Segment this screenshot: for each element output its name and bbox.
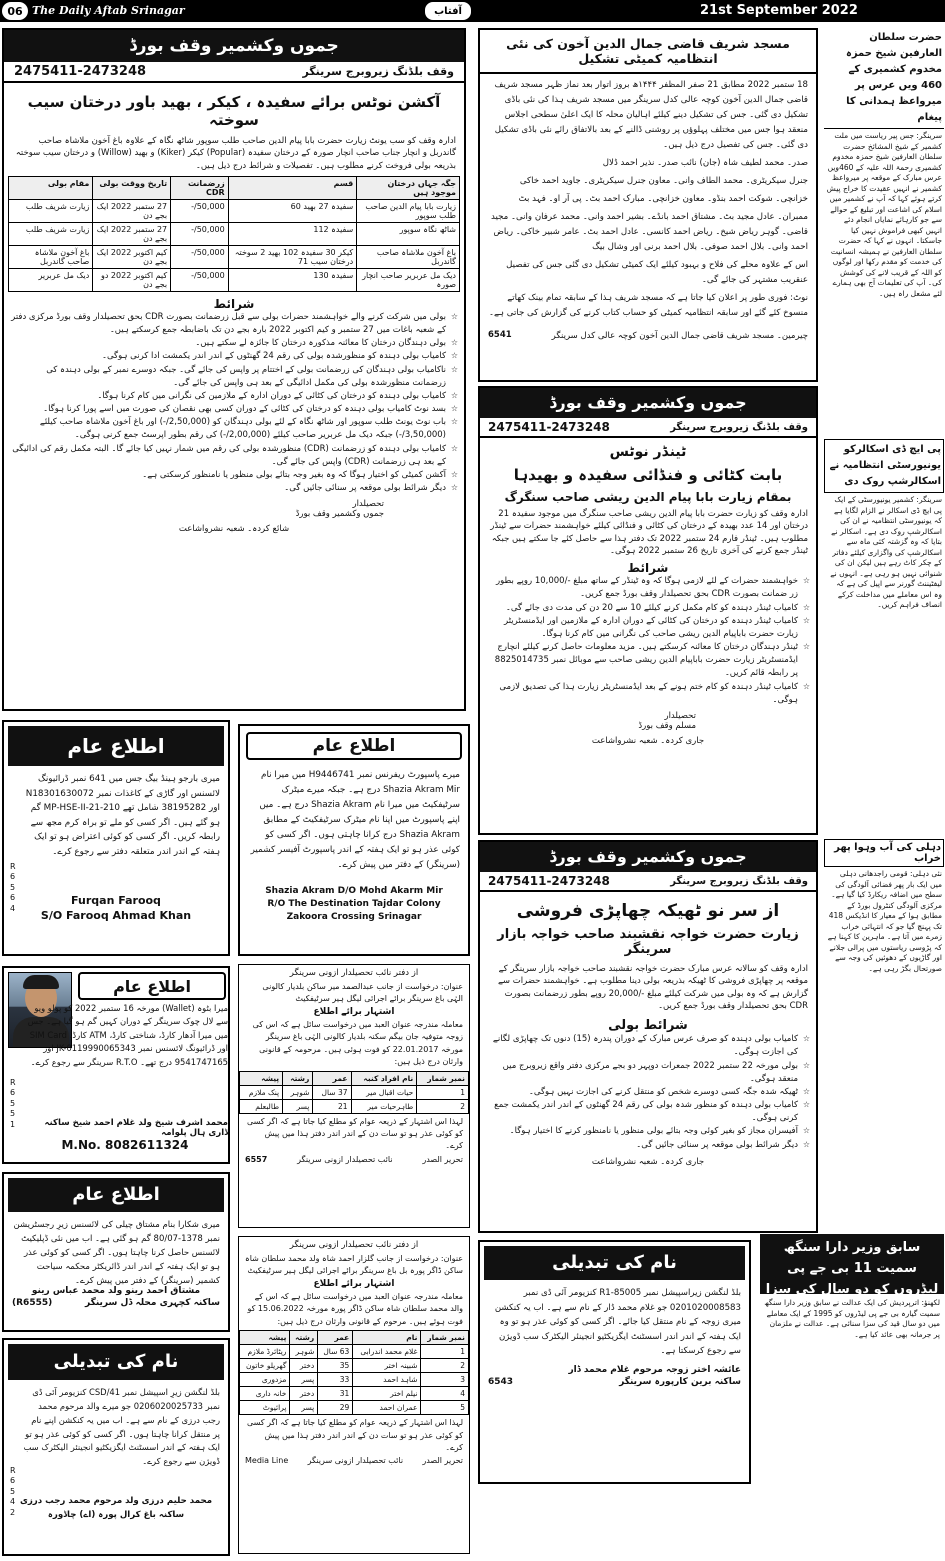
tehsil1-table-cell: پنک ملازم <box>240 1085 283 1099</box>
tehsil1-table-cell: طاہرحیات میر <box>351 1099 417 1113</box>
ad4-body: میری شکارا بنام مشتاق چیلی کی لائسنس زیرِ رجسٹریشن نمبر 1378-80/07 گم ہو گئی ہے۔ اب میں نئی ڈپلیکیٹ لائسنس حاصل کرنا چاہتا ہوں۔ اگر کسی کو کوئی عذر ہو تو ایک ہفتہ کے اندر اندر ڈائریکٹر محکمہ سیاحت کشمیر (سرینگر) کے دفتر میں پیش کرے۔ <box>13 1220 220 1286</box>
auction-table-cell: 27 ستمبر 2022 ایک بجے دن <box>93 222 171 245</box>
ad4-title: اطلاع عام <box>8 1178 224 1212</box>
tehsil2-table-row <box>240 1373 469 1387</box>
tehsil1-sign-role: نائب تحصیلدار ازونی سرینگر <box>297 1154 393 1164</box>
auction-condition-item: ☆ کامیاب بولی دہندہ کو درختان کی کٹائی کے دوران ادارہ کے ملازمین کی نگرانی میں کام کرنا ہوگا۔ <box>10 390 458 403</box>
tehsil2-table-cell: 5 <box>421 1401 469 1415</box>
auction-table-cell: 27 ستمبر 2022 ایک بجے دن <box>93 199 171 222</box>
tehsil1-footer: لہذا اس اشتہار کے ذریعہ عوام کو مطلع کیا جاتا ہے کہ اگر کسی کو کوئی عذر ہو تو سات دن کے اندر اندر دفتر ہذا میں پیش کرے۔ <box>246 1116 463 1151</box>
tehsil1-table-cell: شوہر <box>283 1085 313 1099</box>
chhapri-conditions-list <box>480 1033 816 1152</box>
auction-condition-item: ☆ بسد نوٹ کامیاب بولی دہندہ کو درختان کی کٹائی کے دوران کسی بھی نقصان کی صورت میں اسے پورا کرنا ہوگا۔ <box>10 403 458 416</box>
ad2-sign-2: R/O The Destination Tajdar Colony <box>267 899 441 909</box>
public-notice-shikara <box>2 1172 230 1332</box>
ad2-body: میرے پاسپورٹ ریفرنس نمبر H9446741 میں میرا نام Shazia Akram Mir درج ہے۔ جبکہ میرے میٹرک سرٹیفکیٹ میں میرا نام Shazia Akram درج ہے۔ میں اپنے پاسپورٹ میں اپنا نام میٹرک سرٹیفکیٹ کے مطابق Shazia Akram درج کرانا چاہتی ہوں۔ اگر کسی کو کوئی عذر ہو تو ایک ہفتہ کے اندر پاسپورٹ آفیسر کشمیر (سرینگر) کے دفتر میں پیش کرے۔ <box>250 770 460 870</box>
tender-notice <box>478 386 818 835</box>
chhapri-title: از سر نو ٹھیکہ چھاپڑی فروشی <box>516 901 780 921</box>
tehsil1-body: معاملہ مندرجہ عنوان العبد میں درخواست سائل ہے کہ اس کی زوجہ متوفیہ جان بیگم سکنہ بلدیار کالونی الہٰی باغ سرینگر مورخہ 22.01.2017 کو فوت ہوئی ہیں۔ مرحومہ کے قانونی وارثان درج ذیل ہیں: <box>252 1020 463 1067</box>
auction-condition-item: ☆ بولی میں شرکت کرنے والے خواہشمند حضرات بولی سے قبل زرضمانت بصورت CDR بحق تحصیلدار وقف بورڈ مرکزی دفتر کے شعبہ باغات میں 27 ستمبر و کیم اکتوبر 2022 بارہ بجے دن تک باضابطہ جمع کرسکتے ہیں۔ <box>10 311 458 337</box>
tehsil2-table-cell: دختر <box>290 1359 318 1373</box>
tender-condition-item: ☆ کامیاب ٹینڈر دہندہ کو درختان کی کٹائی کے دوران ادارہ کے ملازمین اور ایڈمنسٹریٹر زیارت حضرت باباپیام الدین ریشی صاحب کی نگرانی میں کام کرنا ہوگا۔ <box>486 615 810 641</box>
tender-conditions-list <box>480 575 816 707</box>
auction-table-header-cell: قسم <box>228 176 357 199</box>
masjid-paragraph: خزانچی۔ شوکت احمد بنڈو۔ معاون خزانچی۔ مبارک احمد بٹ۔ پی آر او۔ فہد بٹ <box>518 194 808 205</box>
auction-table-header-cell: جگہ جہاں درختان موجود ہیں <box>357 176 460 199</box>
tehsil1-table-header-cell: عمر <box>313 1071 351 1085</box>
masjid-notice <box>478 28 818 382</box>
tender-label: ٹینڈر نوٹس <box>609 444 687 460</box>
tehsil2-table-row <box>240 1359 469 1373</box>
auction-issued-by: شائع کردہ۔ شعبہ نشرواشاعت <box>178 524 290 535</box>
code-letter: 6 <box>10 1476 16 1486</box>
ad1-body: میری بارجو ہینڈ بیگ جس میں 641 نمبر ڈرائیونگ لائسنس اور گاڑی کے کاغذات نمبر N18301630072 اور 38195282 شامل تھے MP-HSE-II-21-210 گم ہو گئے ہیں۔ اگر کسی کو ملے تو براہ کرم مجھ سے رابطہ کریں۔ اگر کسی کو کوئی اعتراض ہو تو ایک ہفتہ کے اندر اندر متعلقہ دفتر سے رجوع کرے۔ <box>25 774 220 857</box>
tehsil2-notice-label: اشتہار برائے اطلاع <box>313 1279 395 1289</box>
chhapri-condition-item: ☆ کامیاب بولی دہندہ کو صرف عرس مبارک کے دوران پندرہ (15) دنوں تک چھاپڑی لگانے کی اجازت ہوگی۔ <box>486 1033 810 1059</box>
chhapri-phones: 2475411-2473248 <box>488 874 610 888</box>
tehsil2-table-cell: 4 <box>421 1387 469 1401</box>
ad4-code: (R6555) <box>12 1298 53 1308</box>
chhapri-address: وقف بلڈنگ زیروبرج سرینگر <box>670 875 808 887</box>
tender-sign-role: تحصیلدار <box>664 710 696 721</box>
tehsil1-table-header-cell: نمبر شمار <box>417 1071 469 1085</box>
auction-table-cell: 50,000/- <box>171 268 229 291</box>
tehsil2-table-cell: 63 سال <box>318 1345 353 1359</box>
masjid-paragraph: نوٹ: فوری طور پر اعلان کیا جاتا ہے کہ مسجد شریف ہذا کے سابقہ تمام بینک کھاتے منسوخ کئے گئے اور سابقہ انتظامیہ کمیٹی کو حساب کتاب کرنے کی گزارش کی جاتی ہے۔ <box>488 293 808 319</box>
tehsil2-table-cell: 31 <box>318 1387 353 1401</box>
auction-table-row <box>9 245 460 268</box>
chhapri-conditions-title: شرائط بولی <box>608 1018 688 1034</box>
tender-conditions-title: شرائط <box>627 561 669 576</box>
ad2-sign-1: Shazia Akram D/O Mohd Akarm Mir <box>265 886 443 896</box>
tender-condition-item: ☆ خواہشمند حضرات کے لئے لازمی ہوگا کہ وہ ٹینڈر کے ساتھ مبلغ -/10,000 روپے بطور زر ضمانت بصورت CDR بحق تحصیلدار وقف بورڈ جمع کریں۔ <box>486 575 810 601</box>
tehsil2-table-header-cell: پیشہ <box>240 1331 290 1345</box>
sidebar-story-1: سرینگر: جس پیر ریاست میں ملت کشمیر کے شیخ المشائخ حضرت سلطان العارفین شیخ حمزہ مخدوم کشمیری رحمۃ اللہ علیہ کے 460ویں عرس مبارک کے موقعہ پر میرواعظ کشمیر نے انہیں عقیدت کا خراج پیش کرتے ہوئے کہا کہ آپ نے کشمیر میں اسلام کی اشاعت اور تبلیغ کے حوالے سے جو کارہائے نمایاں انجام دئے انہیں کبھی فراموش نہیں کیا جاسکتا۔ انہوں نے کہا کہ حضرت سلطان العارفین نے ہمیشہ انسانیت کی خدمت کو مقدم رکھا اور لوگوں کو اللہ کے قریب لانے کی کوشش کی۔ آپ کی تعلیمات آج بھی ہمارے لئے مشعل راہ ہیں۔ <box>826 131 942 298</box>
code-letter: 6 <box>10 1088 16 1098</box>
tehsil2-header: از دفتر نائب تحصیلدار ازونی سرینگر <box>289 1240 419 1250</box>
code-letter: 5 <box>10 1109 16 1119</box>
public-notice-furqan <box>2 720 230 956</box>
tehsil2-table-cell: گھریلو خاتون <box>240 1359 290 1373</box>
ad3-title: اطلاع عام <box>78 972 226 1000</box>
code-letter: R <box>10 862 16 871</box>
chhapri-condition-item: ☆ آفیسران مجاز کو بغیر کوئی وجہ بتائے بولی منظور یا نامنظور کرنے کا اختیار ہوگا۔ <box>486 1125 810 1138</box>
tehsil2-table-cell: شبینہ اختر <box>353 1359 421 1373</box>
auction-condition-item: ☆ دیگر شرائط بولی موقعہ پر سنائی جائیں گی۔ <box>10 482 458 495</box>
masjid-paragraph: صدر۔ محمد لطیف شاہ (جان) نائب صدر۔ نذیر احمد ڈلال <box>602 158 808 169</box>
tehsil-notice-2 <box>238 1236 470 1554</box>
tehsil2-table-row <box>240 1387 469 1401</box>
auction-condition-item: ☆ ناکامیاب بولی دہندگان کی زرضمانت بولی کے اختتام پر واپس کی جائے گی۔ جبکہ دوسرے نمبر کے بولی دہندہ کی زرضمانت منظورشدہ بولی کی مکمل ادائیگی کے بعد ہی واپس کی جائے گی۔ <box>10 364 458 390</box>
auction-table <box>8 176 460 292</box>
tehsil1-subject: عنوان: درخواست از جانب عبدالصمد میر ساکن بلدیار کالونی الہٰی باغ سرینگر برائے اجرائی لیگل ہیر سرٹیفکیٹ <box>262 982 463 1003</box>
auction-table-row <box>9 199 460 222</box>
name-change-notice-right <box>478 1240 751 1484</box>
tender-condition-item: ☆ کامیاب ٹینڈر دہندہ کو کام ختم ہونے کے بعد ایڈمنسٹریٹر زیارت ہذا کی تصدیق لازمی ہوگی۔ <box>486 681 810 707</box>
auction-table-cell: دیک مل عربریر <box>9 268 93 291</box>
auction-table-cell: سفیدہ 130 <box>228 268 357 291</box>
sidebar-story-4: لکھنؤ: اترپردیش کی ایک عدالت نے سابق وزیر دارا سنگھ سمیت گیارہ بی جے پی لیڈروں کو 1995 کے ایک معاملے میں دو سال قید کی سزا سنائی ہے۔ عدالت نے ملزمان پر جرمانہ بھی عائد کیا ہے۔ <box>764 1298 940 1339</box>
tehsil1-code: 6557 <box>245 1154 268 1164</box>
masthead-logo: آفتاب <box>425 2 471 20</box>
tehsil2-table-cell: غلام محمد اندرابی <box>353 1345 421 1359</box>
tender-intro: ادارہ وقف کو زیارت حضرت بابا پیام الدین ریشی صاحب سنگرگ میں موجود سفیدہ 21 درختان اور 14 عدد بھیدہ کے درختان کی کٹائی و فنڈائی کیلئے خواہشمند حضرات سے ٹینڈر مطلوب ہیں۔ ٹینڈر فارم 24 ستمبر 2022 تک دفتر ہذا سے حاصل کئے جا سکتے ہیں جبکہ ٹینڈر جمع کرنے کی آخری تاریخ 26 ستمبر 2022 ہوگی۔ <box>490 509 808 556</box>
tehsil1-table-row <box>240 1085 469 1099</box>
tehsil2-media: Media Line <box>245 1456 289 1466</box>
code-letter: 5 <box>10 882 16 892</box>
ad5-address: ساکنہ باغ کرال پورہ (اے) چاڈورہ <box>47 1510 185 1520</box>
tehsil2-table-cell: 33 <box>318 1373 353 1387</box>
auction-notice <box>2 28 466 711</box>
tehsil1-table-header-cell: رشتہ <box>283 1071 313 1085</box>
code-letter: 1 <box>10 1119 16 1129</box>
tehsil1-table-cell: 2 <box>417 1099 469 1113</box>
tehsil2-table-cell: 2 <box>421 1359 469 1373</box>
tehsil1-table-cell: حیات اقبال میر <box>351 1085 417 1099</box>
tehsil2-table-cell: نیلم اختر <box>353 1387 421 1401</box>
ad4-address: ساکنہ کچہری محلہ ڈل سرینگر <box>85 1298 220 1308</box>
code-letter: R <box>10 1078 16 1087</box>
chhapri-org-title: جموں وکشمیر وقف بورڈ <box>480 842 816 872</box>
ad5-title: نام کی تبدیلی <box>8 1344 224 1380</box>
code-letter: 2 <box>10 1507 16 1517</box>
name-change-right-code: 6543 <box>488 1377 514 1388</box>
auction-table-cell: زیارت شریف طلب <box>9 199 93 222</box>
code-letter: 4 <box>10 903 16 913</box>
masjid-title: مسجد شریف قاضی جمال الدین آخون کی نئی انتظامیہ کمیٹی تشکیل <box>480 30 816 74</box>
auction-sign-role: تحصیلدار <box>352 499 384 510</box>
tender-org-title: جموں وکشمیر وقف بورڈ <box>480 388 816 418</box>
auction-condition-item: ☆ بولی دہندگان درختان کا معائنہ مذکورہ درختان کا جائزہ لے سکتے ہیں۔ <box>10 337 458 350</box>
auction-table-header-cell: زرضمانت CDR <box>171 176 229 199</box>
sidebar-story-3: نئی دہلی: قومی راجدھانی دہلی میں ایک بار پھر فضائی آلودگی کی سطح میں اضافہ ریکارڈ کیا گیا ہے۔ مرکزی آلودگی کنٹرول بورڈ کے مطابق ہوا کے معیار کا انڈیکس 418 تک پہنچ گیا جو کہ انتہائی خراب زمرے میں آتا ہے۔ ماہرین کا کہنا ہے کہ پڑوسی ریاستوں میں پرالی جلانے اور گاڑیوں کے دھوئیں کی وجہ سے صورتحال بگڑ رہی ہے۔ <box>827 869 942 973</box>
auction-table-cell: 50,000/- <box>171 222 229 245</box>
tehsil2-footer: لہذا اس اشتہار کے ذریعہ عوام کو مطلع کیا جاتا ہے کہ اگر کسی کو کوئی عذر ہو تو سات دن کے اندر اندر دفتر ہذا میں پیش کرے۔ <box>246 1418 463 1452</box>
tehsil2-table-cell: شاہد احمد <box>353 1373 421 1387</box>
auction-table-cell: سفیدہ 112 <box>228 222 357 245</box>
chhapri-condition-item: ☆ کامیاب بولی دہندہ کو منظور شدہ بولی کی رقم 24 گھنٹوں کے اندر اندر یکمشت جمع کرنی ہوگی۔ <box>486 1099 810 1125</box>
auction-phones: 2475411-2473248 <box>14 64 147 79</box>
auction-intro: ادارہ وقف کو سب یونٹ زیارت حضرت بابا پیام الدین صاحب طلب سوپور شاٹھ نگاہ کے علاوہ باغ آخون ملاشاہ صاحب گاندربل و انچار جناب صاحب انچار صورہ کے درختان سفیدہ (Popular) کیکر (Kiker) و بھید (Willow) و درختان سیب سوختہ بذریعہ بولی فروخت کرنے مطلوب ہیں۔ تفصیلات و شرائط درج ذیل ہیں۔ <box>15 136 456 171</box>
tehsil2-heirs-table <box>239 1330 469 1415</box>
auction-table-row <box>9 268 460 291</box>
ad2-sign-3: Zakoora Crossing Srinagar <box>286 912 422 922</box>
tender-condition-item: ☆ ٹینڈر دہندگان درختان کا معائنہ کرسکتے ہیں۔ مزید معلومات حاصل کرنے کیلئے انچارج ایڈمنسٹریٹر زیارت حضرت باباپیام الدین ریشی صاحب سے موبائل نمبر 8825014735 پر رابطہ قائم کریں۔ <box>486 641 810 681</box>
tehsil1-table-cell: پسر <box>283 1099 313 1113</box>
code-letter: 6 <box>10 893 16 903</box>
auction-table-cell: دیک مل عربریر صاحب انچار صورہ <box>357 268 460 291</box>
sidebar-headline-2: پی ایچ ڈی اسکالرکو یونیورسٹی انتظامیہ نے اسکالرشپ روک دی <box>824 439 944 493</box>
tender-place: بمقام زیارت بابا پیام الدین ریشی صاحب سنگرگ <box>504 490 792 504</box>
tehsil-notice-1 <box>238 964 470 1228</box>
chhapri-intro: ادارہ وقف کو سالانہ عرس مبارک حضرت خواجہ نقشبند صاحب خواجہ بازار سرینگر کے موقعہ پر چھاپڑی فروشی کا ٹھیکہ بذریعہ بولی دینا مطلوب ہے۔ خواہشمند حضرات سے گزارش ہے کہ وہ بولی میں شرکت کیلئے مبلغ -/20,000 روپے بطور زرضمانت بصورت CDR بحق تحصیلدار وقف بورڈ جمع کریں۔ <box>497 964 808 1011</box>
ad5-body: بلڈ لنگشن زیرِ اسپیشل نمبر CSD/41 کنزیومر آئی ڈی نمبر 0206020025733 جو میرے والد مرحوم محمد رجب درزی کے نام سے ہے۔ اب میں یہ کنکشن اپنے نام پر منتقل کرانا چاہتا ہوں۔ اگر کسی کو کوئی عذر ہو تو ایک ہفتہ کے اندر اسسٹنٹ ایگزیکٹیو انجینئر الیکٹرک سب ڈویژن سے رجوع کرے۔ <box>23 1387 220 1467</box>
tehsil1-header: از دفتر نائب تحصیلدار ازونی سرینگر <box>289 968 419 978</box>
tehsil2-table-cell: شوہر <box>290 1345 318 1359</box>
auction-table-cell: شاٹھ نگاہ سوپور <box>357 222 460 245</box>
masjid-code: 6541 <box>488 330 512 341</box>
masjid-chairman: چیرمین۔ مسجد شریف قاضی جمال الدین آخون کوچہ عالی کدل سرینگر <box>551 331 808 342</box>
auction-table-cell: باغ آخون ملاشاہ صاحب گاندربل <box>9 245 93 268</box>
tender-phones: 2475411-2473248 <box>488 420 610 434</box>
auction-condition-item: ☆ آکشن کمیٹی کو اختیار ہوگا کہ وہ بغیر وجہ بتائے بولی منظور یا نامنظور کرسکتی ہے۔ <box>10 469 458 482</box>
name-change-right-address: ساکنہ برین کارپورہ سرینگر <box>619 1377 741 1388</box>
tehsil1-sign: تحریر الصدر <box>422 1154 463 1164</box>
masjid-paragraph: ممبران۔ عادل مجید بٹ۔ مشتاق احمد بانڈے۔ بشیر احمد وانی۔ محمد عرفان وانی۔ مجید قاضی۔ گوہر ریاض شیخ۔ ریاض احمد کانسی۔ عادل احمد بٹ۔ عامر شبیر خاکی۔ ریاض احمد وانی۔ بلال احمد صوفی۔ بلال احمد برنی اور وشال بیگ <box>490 212 808 253</box>
ad1-title: اطلاع عام <box>8 726 224 766</box>
ad5-sign: محمد حلیم درزی ولد مرحوم محمد رجب درزی <box>19 1496 213 1506</box>
public-notice-wallet <box>2 966 230 1164</box>
auction-condition-item: ☆ کامیاب بولی دہندہ کو منظورشدہ بولی کی رقم 24 گھنٹوں کے اندر اندر یکمشت ادا کرنی ہوگی۔ <box>10 350 458 363</box>
sidebar-headline-1: حضرت سلطان العارفین شیخ حمزہ مخدوم کشمیری کے 460 ویں عرس پر میرواعظ ہمدانی کا پیغام <box>824 28 944 129</box>
tehsil2-table-cell: عمران احمد <box>353 1401 421 1415</box>
auction-table-cell: سفیدہ 27 بھید 60 <box>228 199 357 222</box>
auction-address: وقف بلڈنگ زیروبرج سرینگر <box>302 65 454 78</box>
tender-subject: بابت کٹائی و فنڈائی سفیدہ و بھیدہا <box>513 466 783 484</box>
tehsil2-table-cell: پسر <box>290 1373 318 1387</box>
tehsil2-table-row <box>240 1345 469 1359</box>
auction-conditions-title: شرائط <box>213 296 255 311</box>
tehsil2-table-header-cell: نمبر شمار <box>421 1331 469 1345</box>
tehsil1-table-header-cell: پیشہ <box>240 1071 283 1085</box>
tehsil2-table-cell: 1 <box>421 1345 469 1359</box>
tehsil2-table-cell: پرائیوٹ <box>240 1401 290 1415</box>
name-change-right-title: نام کی تبدیلی <box>484 1246 745 1280</box>
name-change-notice-left <box>2 1338 230 1556</box>
tehsil2-table-cell: پسر <box>290 1401 318 1415</box>
tehsil2-table-cell: 29 <box>318 1401 353 1415</box>
tehsil2-table-cell: ریٹائرڈ ملازم <box>240 1345 290 1359</box>
auction-title: آکشن نوٹس برائے سفیدہ ، کیکر ، بھید باور درختان سیب سوختہ <box>27 93 441 129</box>
tehsil2-table-cell: مزدوری <box>240 1373 290 1387</box>
auction-table-cell: کیکر 30 سفیدہ 102 بھید 2 سوختہ درختان سیب 71 <box>228 245 357 268</box>
tehsil2-table-header-cell: نام <box>353 1331 421 1345</box>
auction-table-header-cell: مقام بولی <box>9 176 93 199</box>
tehsil1-notice-label: اشتہار برائے اطلاع <box>313 1007 395 1017</box>
code-letter: 4 <box>10 1497 16 1507</box>
tender-condition-item: ☆ کامیاب ٹینڈر دہندہ کو کام مکمل کرنے کیلئے 10 سے 20 دن کی مدت دی جائے گی۔ <box>486 602 810 615</box>
tehsil2-table-cell: دختر <box>290 1387 318 1401</box>
code-letter: 6 <box>10 872 16 882</box>
name-change-right-body: بلڈ لنگشن زیراسپیشل نمبر R1-85005 کنزیومر آئی ڈی نمبر 0201020008583 جو غلام محمد ڈار کے نام سے ہے۔ اب یہ کنکشن میری زوجہ کے نام منتقل کیا جائے۔ اگر کسی کو کوئی عذر ہو تو وہ ایک ہفتہ کے اندر اندر اسسٹنٹ ایگزیکٹیو انجینئر الیکٹرک سب ڈویژن سے رجوع کرسکتا ہے۔ <box>494 1288 741 1357</box>
tehsil1-table-cell: 1 <box>417 1085 469 1099</box>
tehsil1-table-cell: 37 سال <box>313 1085 351 1099</box>
tender-issued-by: جاری کردہ۔ شعبہ نشرواشاعت <box>591 735 705 746</box>
tehsil2-table-cell: 3 <box>421 1373 469 1387</box>
auction-conditions-list <box>4 311 464 495</box>
tehsil2-table-cell: 35 <box>318 1359 353 1373</box>
ad3-code-column <box>10 1078 16 1130</box>
page-number-badge: 06 <box>2 2 28 20</box>
tehsil2-table-cell: خانہ داری <box>240 1387 290 1401</box>
chhapri-notice <box>478 840 818 1233</box>
chhapri-condition-item: ☆ دیگر شرائط بولی موقعہ پر سنائی جائیں گی۔ <box>486 1139 810 1152</box>
ad1-sign-father: S/O Farooq Ahmad Khan <box>40 909 192 922</box>
tehsil2-table-row <box>240 1401 469 1415</box>
masjid-body <box>480 74 816 328</box>
sidebar-headline-3: دہلی کی آب وہوا پھر خراب <box>824 839 944 867</box>
auction-condition-item: ☆ کامیاب بولی دہندہ کو زرضمانت (CDR) منظورشدہ بولی کی رقم میں شمار نہیں کیا جائے گا۔ البتہ مکمل رقم کی ادائیگی کے بعد ہی زرضمانت (CDR) واپس کی جائے گی۔ <box>10 443 458 469</box>
auction-table-row <box>9 222 460 245</box>
masjid-paragraph: اس کے علاوہ محلے کی فلاح و بہبود کیلئے ایک کمیٹی تشکیل دی گئی جس کی تفصیل عنقریب مشتہر کی جائے گی۔ <box>506 260 808 286</box>
auction-table-header-cell: تاریخ ووقت بولی <box>93 176 171 199</box>
code-letter: R <box>10 1466 16 1475</box>
paper-name: The Daily Aftab Srinagar <box>32 4 185 17</box>
chhapri-place: زیارت حضرت خواجہ نقشبند صاحب خواجہ بازار سرینگر <box>497 927 799 957</box>
tehsil1-table-row <box>240 1099 469 1113</box>
tehsil1-table-header-cell: نام افراد کنبہ <box>351 1071 417 1085</box>
tehsil2-subject: عنوان: درخواست از جانب گلزار احمد شاہ ولد محمد سلطان شاہ ساکن ڈاگر پورہ بل باغ سرینگر برائے اجرائی لیگل ہیر سرٹیفکیٹ <box>245 1254 463 1275</box>
auction-table-cell: 50,000/- <box>171 199 229 222</box>
ad4-sign: مشتاق احمد رینو ولد محمد عباس رینو <box>31 1286 201 1296</box>
name-change-right-sign: عائشہ اختر زوجہ مرحوم غلام محمد ڈار <box>568 1365 741 1376</box>
chhapri-condition-item: ☆ ٹھیکہ شدہ جگہ کسی دوسرے شخص کو منتقل کرنے کی اجازت نہیں ہوگی۔ <box>486 1086 810 1099</box>
tehsil2-table-header-cell: رشتہ <box>290 1331 318 1345</box>
tehsil2-table-header-cell: عمر <box>318 1331 353 1345</box>
tehsil1-table-cell: 21 <box>313 1099 351 1113</box>
tehsil1-heirs-table <box>239 1071 469 1114</box>
ad2-title: اطلاع عام <box>246 732 462 760</box>
ad1-sign-name: Furqan Farooq <box>71 894 161 907</box>
auction-table-cell: زیارت بابا پیام الدین صاحب طلب سوپور <box>357 199 460 222</box>
chhapri-condition-item: ☆ بولی مورخہ 22 ستمبر 2022 جمعرات دوپہر دو بجے مرکزی دفتر واقع زیروبرج میں منعقد ہوگی۔ <box>486 1060 810 1086</box>
tehsil1-table-cell: طالبعلم <box>240 1099 283 1113</box>
masjid-paragraph: جنرل سیکریٹری۔ محمد الطاف وانی۔ معاون جنرل سیکریٹری۔ جاوید احمد خاکی <box>519 176 808 187</box>
code-letter: 5 <box>10 1486 16 1496</box>
ad3-sign: محمد اشرف شیخ ولد غلام احمد شیخ ساکنہ ڈاری ہال پلوامہ <box>44 1118 228 1138</box>
code-letter: 5 <box>10 1098 16 1108</box>
tender-sign-org: مسلم وقف بورڈ <box>638 720 696 731</box>
auction-table-cell: 50,000/- <box>171 245 229 268</box>
auction-table-cell: زیارت شریف طلب <box>9 222 93 245</box>
auction-sign-org: جموں وکشمیر وقف بورڈ <box>295 509 384 520</box>
sidebar-story-2: سرینگر: کشمیر یونیورسٹی کے ایک پی ایچ ڈی اسکالر نے الزام لگایا ہے کہ یونیورسٹی انتظامیہ نے ان کی اسکالرشپ روک دی ہے۔ اسکالر نے بتایا کہ وہ گزشتہ کئی ماہ سے اسکالرشپ کی واگزاری کیلئے دفاتر کے چکر کاٹ رہے ہیں لیکن ان کی شنوائی نہیں ہو رہی ہے۔ انہوں نے لیفٹیننٹ گورنر سے اپیل کی ہے کہ وہ اس معاملے میں مداخلت کرکے انصاف فراہم کریں۔ <box>830 495 942 609</box>
ad5-code-column <box>10 1466 16 1518</box>
tender-address: وقف بلڈنگ زیروبرج سرینگر <box>670 421 808 433</box>
sidebar-headline-4: سابق وزیر دارا سنگھ سمیت 11 بی جے پی لیڈروں کو دو سال کی سزا <box>760 1234 944 1294</box>
auction-table-cell: باغ آخون ملاشاہ صاحب گاندربل <box>357 245 460 268</box>
issue-date: 21st September 2022 <box>700 3 858 18</box>
tehsil2-sign: تحریر الصدر <box>422 1456 463 1466</box>
auction-table-cell: کیم اکتوبر 2022 دو بجے دن <box>93 268 171 291</box>
ad1-code-column <box>10 862 16 914</box>
masjid-paragraph: 18 ستمبر 2022 مطابق 21 صفر المظفر ۱۴۴۴ھ بروز اتوار بعد نماز ظہر مسجد شریف قاضی جمال الدین آخون کوچہ عالی کدل سرینگر میں مسجد شریف ہذا کی نئی باڈی تشکیل دی گئی۔ جس کی تشکیل دینے کیلئے اہالیان محلہ کا ایک اعلیٰ سطحی اجلاس منعقد ہوا جس میں مختلف پہلوؤں پر روشنی ڈالنے کے بعد بالاتفاق رائے نئی باڈی تشکیل دی گئی۔ جس کی تفصیل درج ذیل ہیں۔ <box>494 80 808 151</box>
auction-org-title: جموں وکشمیر وقف بورڈ <box>4 30 464 62</box>
ad3-mobile: M.No. 8082611324 <box>61 1138 189 1152</box>
auction-table-cell: کیم اکتوبر 2022 ایک بجے دن <box>93 245 171 268</box>
auction-condition-item: ☆ باب نوٹ یونٹ طلب سوپور اور شاٹھ نگاہ کے لئے بولی دہندگان کو (2,50,000/-) اور باغ آخون ملاشاہ صاحب کیلئے (3,50,000/-) جبکہ دیک مل عربریر صاحب کیلئے (2,00,000/-) کی رقم بطور اپرسٹ جمع کرنی ہوگی۔ <box>10 416 458 442</box>
tehsil2-body: معاملہ مندرجہ عنوان العبد میں درخواست سائل ہے کہ اس کے والد محمد سلطان شاہ ساکن ڈاگر پورہ مورخہ 15.06.2022 کو فوت ہوئے ہیں۔ مرحوم کے قانونی وارثان درج ذیل ہیں: <box>247 1292 463 1326</box>
public-notice-shazia <box>238 724 470 956</box>
tehsil2-sign-role: نائب تحصیلدار ازونی سرینگر <box>307 1456 404 1466</box>
ad3-body: میرا بٹوہ (Wallet) مورخہ 16 ستمبر 2022 کو پولو ویو سے لال چوک سرینگر کے دوران کہیں گم ہو گیا ہے۔ جس میں میرا آدھار کارڈ، شناختی کارڈ، ATM کارڈ، SIM Card اور ڈرائیونگ لائسنس نمبر JK-0119990065343 اور 9541747165 درج تھے۔ R.T.O سرینگر سے رجوع کرے۔ <box>27 1003 228 1067</box>
chhapri-issued-by: جاری کردہ۔ شعبہ نشرواشاعت <box>591 1156 705 1167</box>
